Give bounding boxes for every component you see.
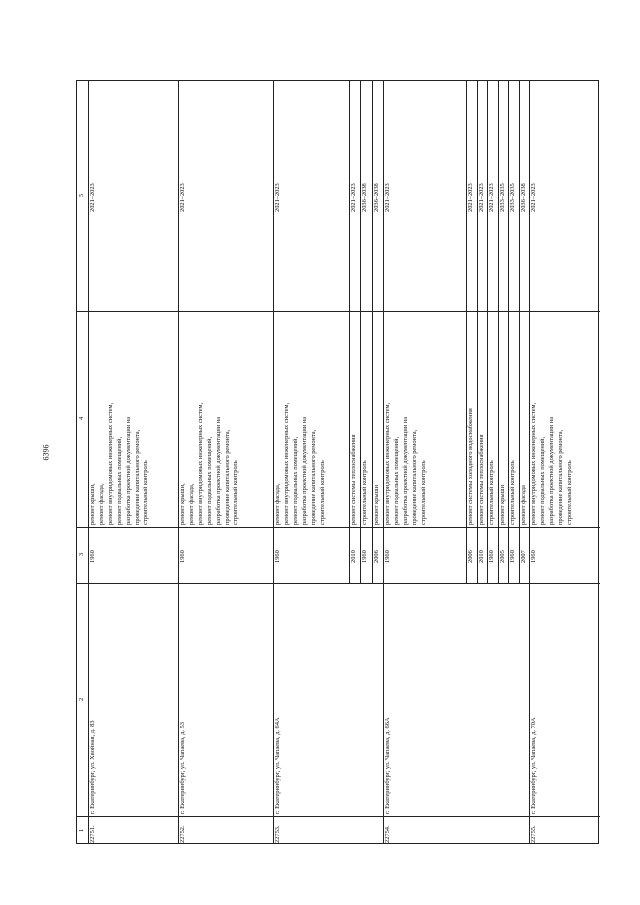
work-item: разработка проектной документации на <box>300 416 308 525</box>
work-item: разработка проектной документации на <box>401 416 409 525</box>
build-year: 1960 <box>384 550 391 563</box>
build-year: 1960 <box>179 550 186 563</box>
column-header-3: 3 <box>78 552 85 556</box>
sub-year: 2007 <box>519 550 527 563</box>
column-header-2: 2 <box>78 697 85 701</box>
sub-year: 2005 <box>498 550 506 563</box>
address: г. Екатеринбург, ул. Чапаева, д. 66А <box>384 717 391 814</box>
work-item: ремонт подвальных помещений, <box>291 436 299 525</box>
column-divider <box>77 816 600 817</box>
repair-period: 2021–2023 <box>179 183 186 212</box>
work-item: строительный контроль <box>318 460 326 525</box>
work-item: строительный контроль <box>419 460 427 525</box>
sub-work: ремонт крыши <box>498 484 506 525</box>
column-header-5: 5 <box>78 193 85 197</box>
row-number: 22752. <box>179 825 186 843</box>
work-item: ремонт крыши, <box>89 483 96 525</box>
row-number: 22751. <box>89 825 96 843</box>
work-item: проведение капитального ремонта, <box>410 429 418 525</box>
sub-period: 2021–2023 <box>488 183 495 212</box>
sub-work: ремонт крыши <box>372 484 380 525</box>
sub-period: 2021–2023 <box>467 183 474 212</box>
work-item: ремонт подвальных помещений, <box>538 436 546 525</box>
sub-work: ремонт системы теплоснабжения <box>349 434 357 525</box>
sub-work: строительный контроль <box>509 460 516 525</box>
sub-period: 2036–2038 <box>519 183 527 212</box>
build-year: 1960 <box>530 550 537 563</box>
sub-work: ремонт фасада <box>519 485 527 525</box>
work-item: строительный контроль <box>232 460 240 525</box>
address: г. Екатеринбург, ул. Чапаева, д. 53 <box>179 722 186 814</box>
address: г. Екатеринбург, ул. Хвойная, д. 83 <box>89 720 96 814</box>
sub-work: ремонт системы теплоснабжения <box>477 434 485 525</box>
column-header-4: 4 <box>78 416 85 420</box>
column-divider <box>77 311 600 312</box>
address: г. Екатеринбург, ул. Чапаева, д. 70А <box>530 717 537 814</box>
work-item: ремонт фасада, <box>187 483 195 525</box>
sub-year: 2006 <box>467 550 474 563</box>
work-item: разработка проектной документации на <box>124 416 132 525</box>
work-item: ремонт внутридомовых инженерных систем, <box>282 402 290 525</box>
work-item: проведение капитального ремонта, <box>556 429 564 525</box>
work-item: разработка проектной документации на <box>214 416 222 525</box>
repair-period: 2021–2023 <box>530 183 537 212</box>
work-item: разработка проектной документации на <box>547 416 555 525</box>
work-item: ремонт подвальных помещений, <box>392 436 400 525</box>
repair-schedule-table <box>76 80 599 844</box>
sub-work: строительный контроль <box>488 460 495 525</box>
work-item: ремонт подвальных помещений, <box>115 436 123 525</box>
sub-work: ремонт системы холодного водоснабжения <box>467 408 474 525</box>
work-item: проведение капитального ремонта, <box>309 429 317 525</box>
work-item: строительный контроль <box>142 460 150 525</box>
row-number: 22754. <box>384 825 391 843</box>
work-item: строительный контроль <box>565 460 573 525</box>
address: г. Екатеринбург, ул. Чапаева, д. 64А <box>274 717 281 814</box>
sub-period: 2033–2035 <box>498 183 506 212</box>
work-item: ремонт крыши, <box>179 483 186 525</box>
column-divider <box>77 583 600 584</box>
sub-year: 2010 <box>349 550 357 563</box>
work-item: ремонт внутридомовых инженерных систем, <box>384 402 391 525</box>
work-item: ремонт подвальных помещений, <box>205 436 213 525</box>
row-number: 22755. <box>530 825 537 843</box>
repair-period: 2021–2023 <box>274 183 281 212</box>
page-number: 6396 <box>41 444 51 461</box>
build-year: 1960 <box>274 550 281 563</box>
sub-year: 1960 <box>509 550 516 563</box>
sub-year: 1960 <box>488 550 495 563</box>
column-header-1: 1 <box>78 828 85 832</box>
work-item: ремонт фасада, <box>274 483 281 525</box>
row-number: 22753. <box>274 825 281 843</box>
work-item: проведение капитального ремонта, <box>133 429 141 525</box>
sub-period: 2021–2023 <box>349 183 357 212</box>
sub-work: строительный контроль <box>361 460 368 525</box>
repair-period: 2021–2023 <box>89 183 96 212</box>
sub-period: 2021–2023 <box>477 183 485 212</box>
work-item: ремонт внутридомовых инженерных систем, <box>196 402 204 525</box>
sub-period: 2036–2038 <box>361 183 368 212</box>
work-item: проведение капитального ремонта, <box>223 429 231 525</box>
sub-year: 2006 <box>372 550 380 563</box>
sub-period: 2036–2038 <box>372 183 380 212</box>
sub-year: 2010 <box>477 550 485 563</box>
sub-year: 1960 <box>361 550 368 563</box>
sub-period: 2033–2035 <box>509 183 516 212</box>
work-item: ремонт внутридомовых инженерных систем, <box>530 402 537 525</box>
work-item: ремонт внутридомовых инженерных систем, <box>106 402 114 525</box>
work-item: ремонт фасада, <box>97 483 105 525</box>
repair-period: 2021–2023 <box>384 183 391 212</box>
build-year: 1960 <box>89 550 96 563</box>
column-divider <box>77 527 600 528</box>
